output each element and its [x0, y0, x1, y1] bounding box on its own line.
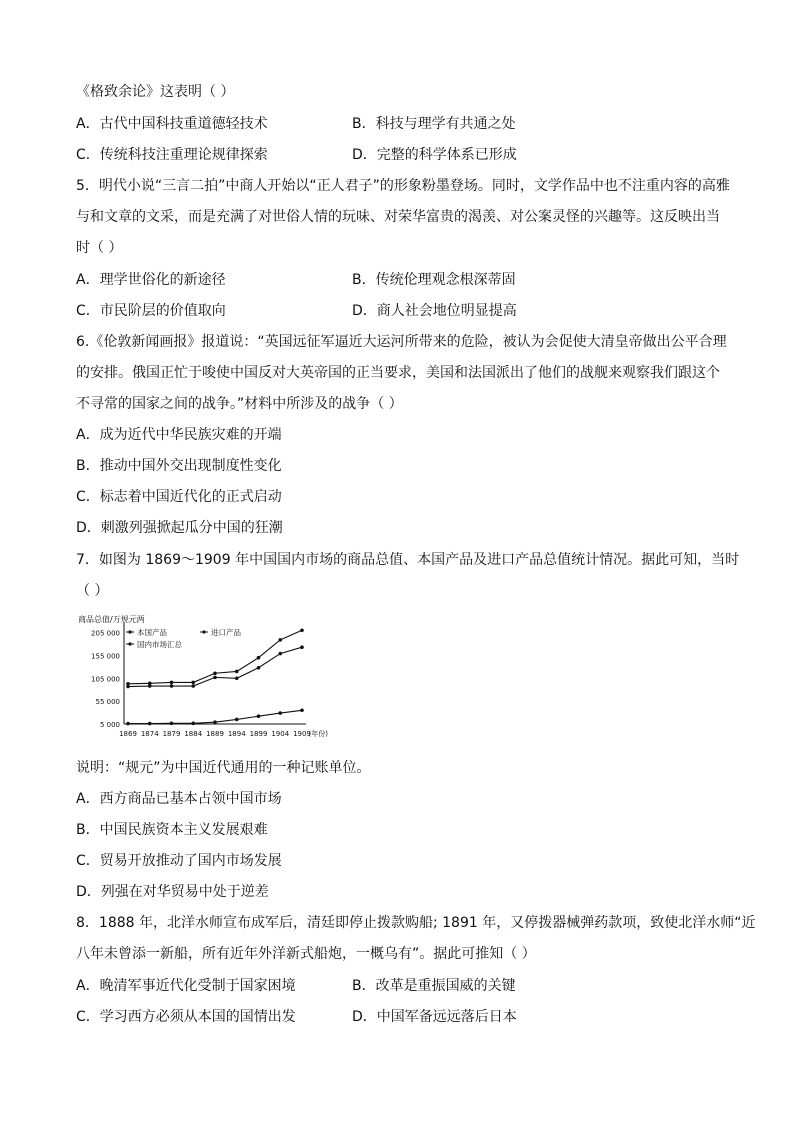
q5-stem-line1: 5．明代小说“三言二拍”中商人开始以“正人君子”的形象粉墨登场。同时，文学作品中也不注重内容的高雅 [76, 178, 730, 194]
q5-option-c[interactable]: C．市民阶层的价值取向 [76, 303, 226, 319]
q5-option-a[interactable]: A．理学世俗化的新途径 [76, 272, 226, 288]
data-point [235, 676, 239, 680]
q8-option-a[interactable]: A．晚清军事近代化受制于国家困境 [76, 978, 296, 994]
x-tick-label: 1909 [293, 730, 311, 738]
y-tick-label: 5 000 [99, 721, 120, 729]
x-tick-label: 1879 [162, 730, 181, 738]
data-point [126, 722, 130, 726]
chart-y-axis-label: 商品总值/万规元两 [78, 615, 145, 624]
legend-marker [128, 630, 131, 633]
chart-legend [126, 627, 241, 649]
data-point [148, 722, 152, 726]
q5-stem-line2: 与和文章的文采，而是充满了对世俗人情的玩味、对荣华富贵的渴羡、对公案灵怪的兴趣等。这反映出当 [76, 209, 720, 225]
q5-option-b[interactable]: B．传统伦理观念根深蒂固 [352, 272, 516, 288]
q7-note: 说明：“规元”为中国近代通用的一种记账单位。 [76, 760, 371, 776]
data-point [235, 670, 239, 674]
q6-stem-line3: 不寻常的国家之间的战争。”材料中所涉及的战争（ ） [76, 396, 403, 412]
q8-option-d[interactable]: D．中国军备远远落后日本 [352, 1009, 517, 1025]
q8-stem-line1: 8．1888 年，北洋水师宣布成军后，清廷即停止拨款购船; 1891 年，又停拨器械弹药款项，致使北洋水师“近 [76, 915, 756, 931]
q6-stem-line1: 6.《伦敦新闻画报》报道说：“英国远征军逼近大运河所带来的危险，被认为会促使大清皇帝做出公平合理 [76, 334, 727, 350]
data-point [170, 722, 174, 726]
x-tick-label: 1869 [119, 730, 137, 738]
data-point [170, 684, 174, 688]
data-point [278, 711, 282, 715]
data-point [170, 681, 174, 685]
q8-stem-line2: 八年未曾添一新船，所有近年外洋新式船炮，一概乌有”。据此可推知（ ） [76, 946, 536, 962]
q4-option-c[interactable]: C．传统科技注重理论规律探索 [76, 147, 268, 163]
data-point [213, 676, 217, 680]
data-point [213, 720, 217, 724]
data-point [257, 656, 261, 660]
q5-option-d[interactable]: D．商人社会地位明显提高 [352, 303, 517, 319]
data-point [300, 628, 304, 632]
q4-stem-tail: 《格致余论》这表明（ ） [76, 84, 235, 100]
series-line [128, 647, 302, 686]
data-point [191, 681, 195, 685]
x-tick-label: 1904 [271, 730, 290, 738]
legend-label: 国内市场汇总 [137, 640, 182, 649]
data-point [257, 666, 261, 670]
data-point [191, 722, 195, 726]
q7-option-c[interactable]: C．贸易开放推动了国内市场发展 [76, 853, 282, 869]
x-tick-label: 1889 [206, 730, 224, 738]
q8-option-b[interactable]: B．改革是重振国威的关键 [352, 978, 516, 994]
chart-svg [76, 612, 328, 747]
chart-y-ticks [91, 630, 120, 729]
q5-stem-line3: 时（ ） [76, 240, 123, 256]
q8-option-c[interactable]: C．学习西方必须从本国的国情出发 [76, 1009, 296, 1025]
q7-stem-line1: 7．如图为 1869～1909 年中国国内市场的商品总值、本国产品及进口产品总值统计情况。据此可知，当时 [76, 552, 740, 568]
x-tick-label: 1894 [227, 730, 246, 738]
q6-option-b[interactable]: B．推动中国外交出现制度性变化 [76, 458, 282, 474]
data-point [300, 708, 304, 712]
data-point [300, 645, 304, 649]
y-tick-label: 55 000 [95, 698, 120, 707]
q6-option-a[interactable]: A．成为近代中华民族灾难的开端 [76, 427, 282, 443]
legend-label: 本国产品 [137, 628, 167, 637]
legend-marker [202, 630, 205, 633]
data-point [213, 671, 217, 675]
q4-option-b[interactable]: B．科技与理学有共通之处 [352, 116, 516, 132]
data-point [278, 638, 282, 642]
y-tick-label: 205 000 [91, 629, 120, 638]
x-tick-label: 1884 [184, 730, 203, 738]
x-tick-label: 1899 [249, 730, 268, 738]
data-point [126, 682, 130, 686]
x-tick-label: 1874 [140, 730, 159, 738]
market-value-chart [76, 612, 328, 747]
q6-stem-line2: 的安排。俄国正忙于唆使中国反对大英帝国的正当要求，美国和法国派出了他们的战舰来观察我们跟这个 [76, 365, 720, 381]
x-axis-label: (年份) [308, 730, 328, 738]
q4-option-d[interactable]: D．完整的科学体系已形成 [352, 147, 517, 163]
legend-label: 进口产品 [211, 628, 241, 637]
data-point [191, 684, 195, 688]
q6-option-c[interactable]: C．标志着中国近代化的正式启动 [76, 489, 282, 505]
y-tick-label: 105 000 [91, 675, 120, 684]
q6-option-d[interactable]: D．刺激列强掀起瓜分中国的狂潮 [76, 520, 283, 536]
data-point [148, 682, 152, 686]
q7-option-d[interactable]: D．列强在对华贸易中处于逆差 [76, 884, 269, 900]
chart-x-ticks [119, 729, 328, 738]
q7-stem-line2: （ ） [76, 583, 109, 599]
y-tick-label: 155 000 [91, 652, 120, 661]
q7-option-b[interactable]: B．中国民族资本主义发展艰难 [76, 822, 268, 838]
data-point [235, 718, 239, 722]
q4-option-a[interactable]: A．古代中国科技重道德轻技术 [76, 116, 268, 132]
data-point [278, 652, 282, 656]
data-point [257, 714, 261, 718]
q7-option-a[interactable]: A．西方商品已基本占领中国市场 [76, 791, 282, 807]
legend-marker [128, 642, 131, 645]
